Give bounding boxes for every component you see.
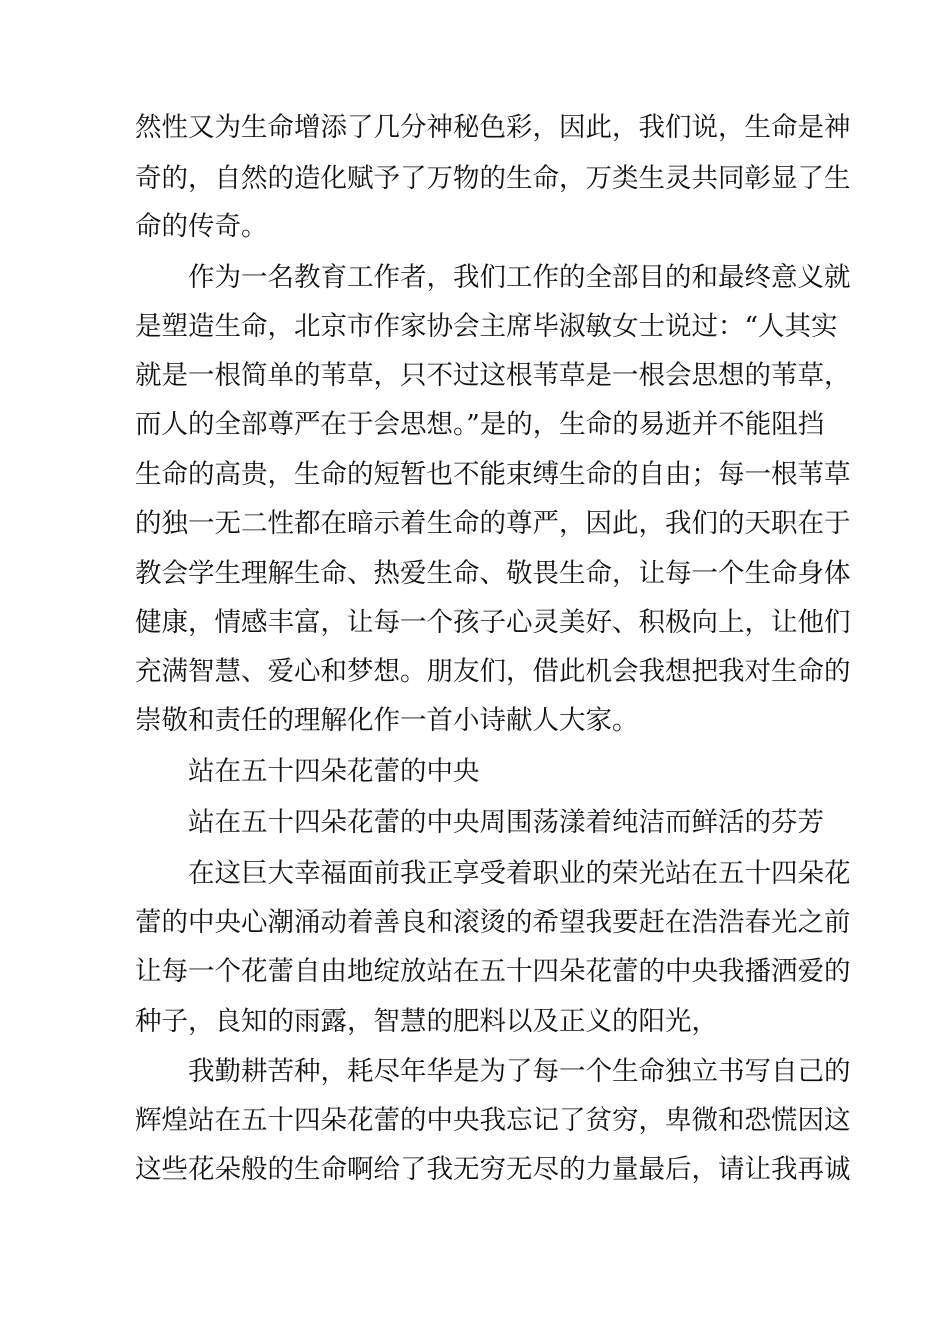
text-line: 就是一根简单的苇草，只不过这根苇草是一根会思想的苇草， [135,360,851,391]
text-line: 充满智慧、爱心和梦想。朋友们，借此机会我想把我对生命的 [135,656,851,687]
text-line: 健康，情感丰富，让每一个孩子心灵美好、积极向上，让他们 [135,607,851,638]
paragraph-first-line: 站在五十四朵花蕾的中央周围荡漾着纯洁而鲜活的芬芳 [188,807,824,838]
poem-title: 站在五十四朵花蕾的中央 [188,756,480,787]
paragraph-first-line: 在这巨大幸福面前我正享受着职业的荣光站在五十四朵花 [188,858,851,889]
text-line: 崇敬和责任的理解化作一首小诗献人大家。 [135,705,639,736]
text-line: 种子，良知的雨露，智慧的肥料以及正义的阳光， [135,1006,718,1037]
text-line: 这些花朵般的生命啊给了我无穷无尽的力量最后，请让我再诚 [135,1154,851,1185]
text-line: 奇的，自然的造化赋予了万物的生命，万类生灵共同彰显了生 [135,163,851,194]
paragraph-first-line: 作为一名教育工作者，我们工作的全部目的和最终意义就 [188,262,851,293]
text-line: 辉煌站在五十四朵花蕾的中央我忘记了贫穷，卑微和恐慌因这 [135,1105,851,1136]
text-line: 教会学生理解生命、热爱生命、敬畏生命，让每一个生命身体 [135,558,851,589]
text-line: 然性又为生命增添了几分神秘色彩，因此，我们说，生命是神 [135,112,851,143]
text-line: 命的传奇。 [135,211,268,242]
text-line: 生命的高贵，生命的短暂也不能束缚生命的自由；每一根苇草 [135,459,851,490]
text-line: 而人的全部尊严在于会思想。”是的，生命的易逝并不能阻挡 [135,409,825,440]
paragraph-first-line: 我勤耕苦种，耗尽年华是为了每一个生命独立书写自己的 [188,1056,851,1087]
text-line: 是塑造生命，北京市作家协会主席毕淑敏女士说过：“人其实 [135,311,838,342]
text-line: 的独一无二性都在暗示着生命的尊严，因此，我们的天职在于 [135,508,851,539]
text-line: 蕾的中央心潮涌动着善良和滚烫的希望我要赶在浩浩春光之前 [135,907,851,938]
text-line: 让每一个花蕾自由地绽放站在五十四朵花蕾的中央我播洒爱的 [135,956,851,987]
